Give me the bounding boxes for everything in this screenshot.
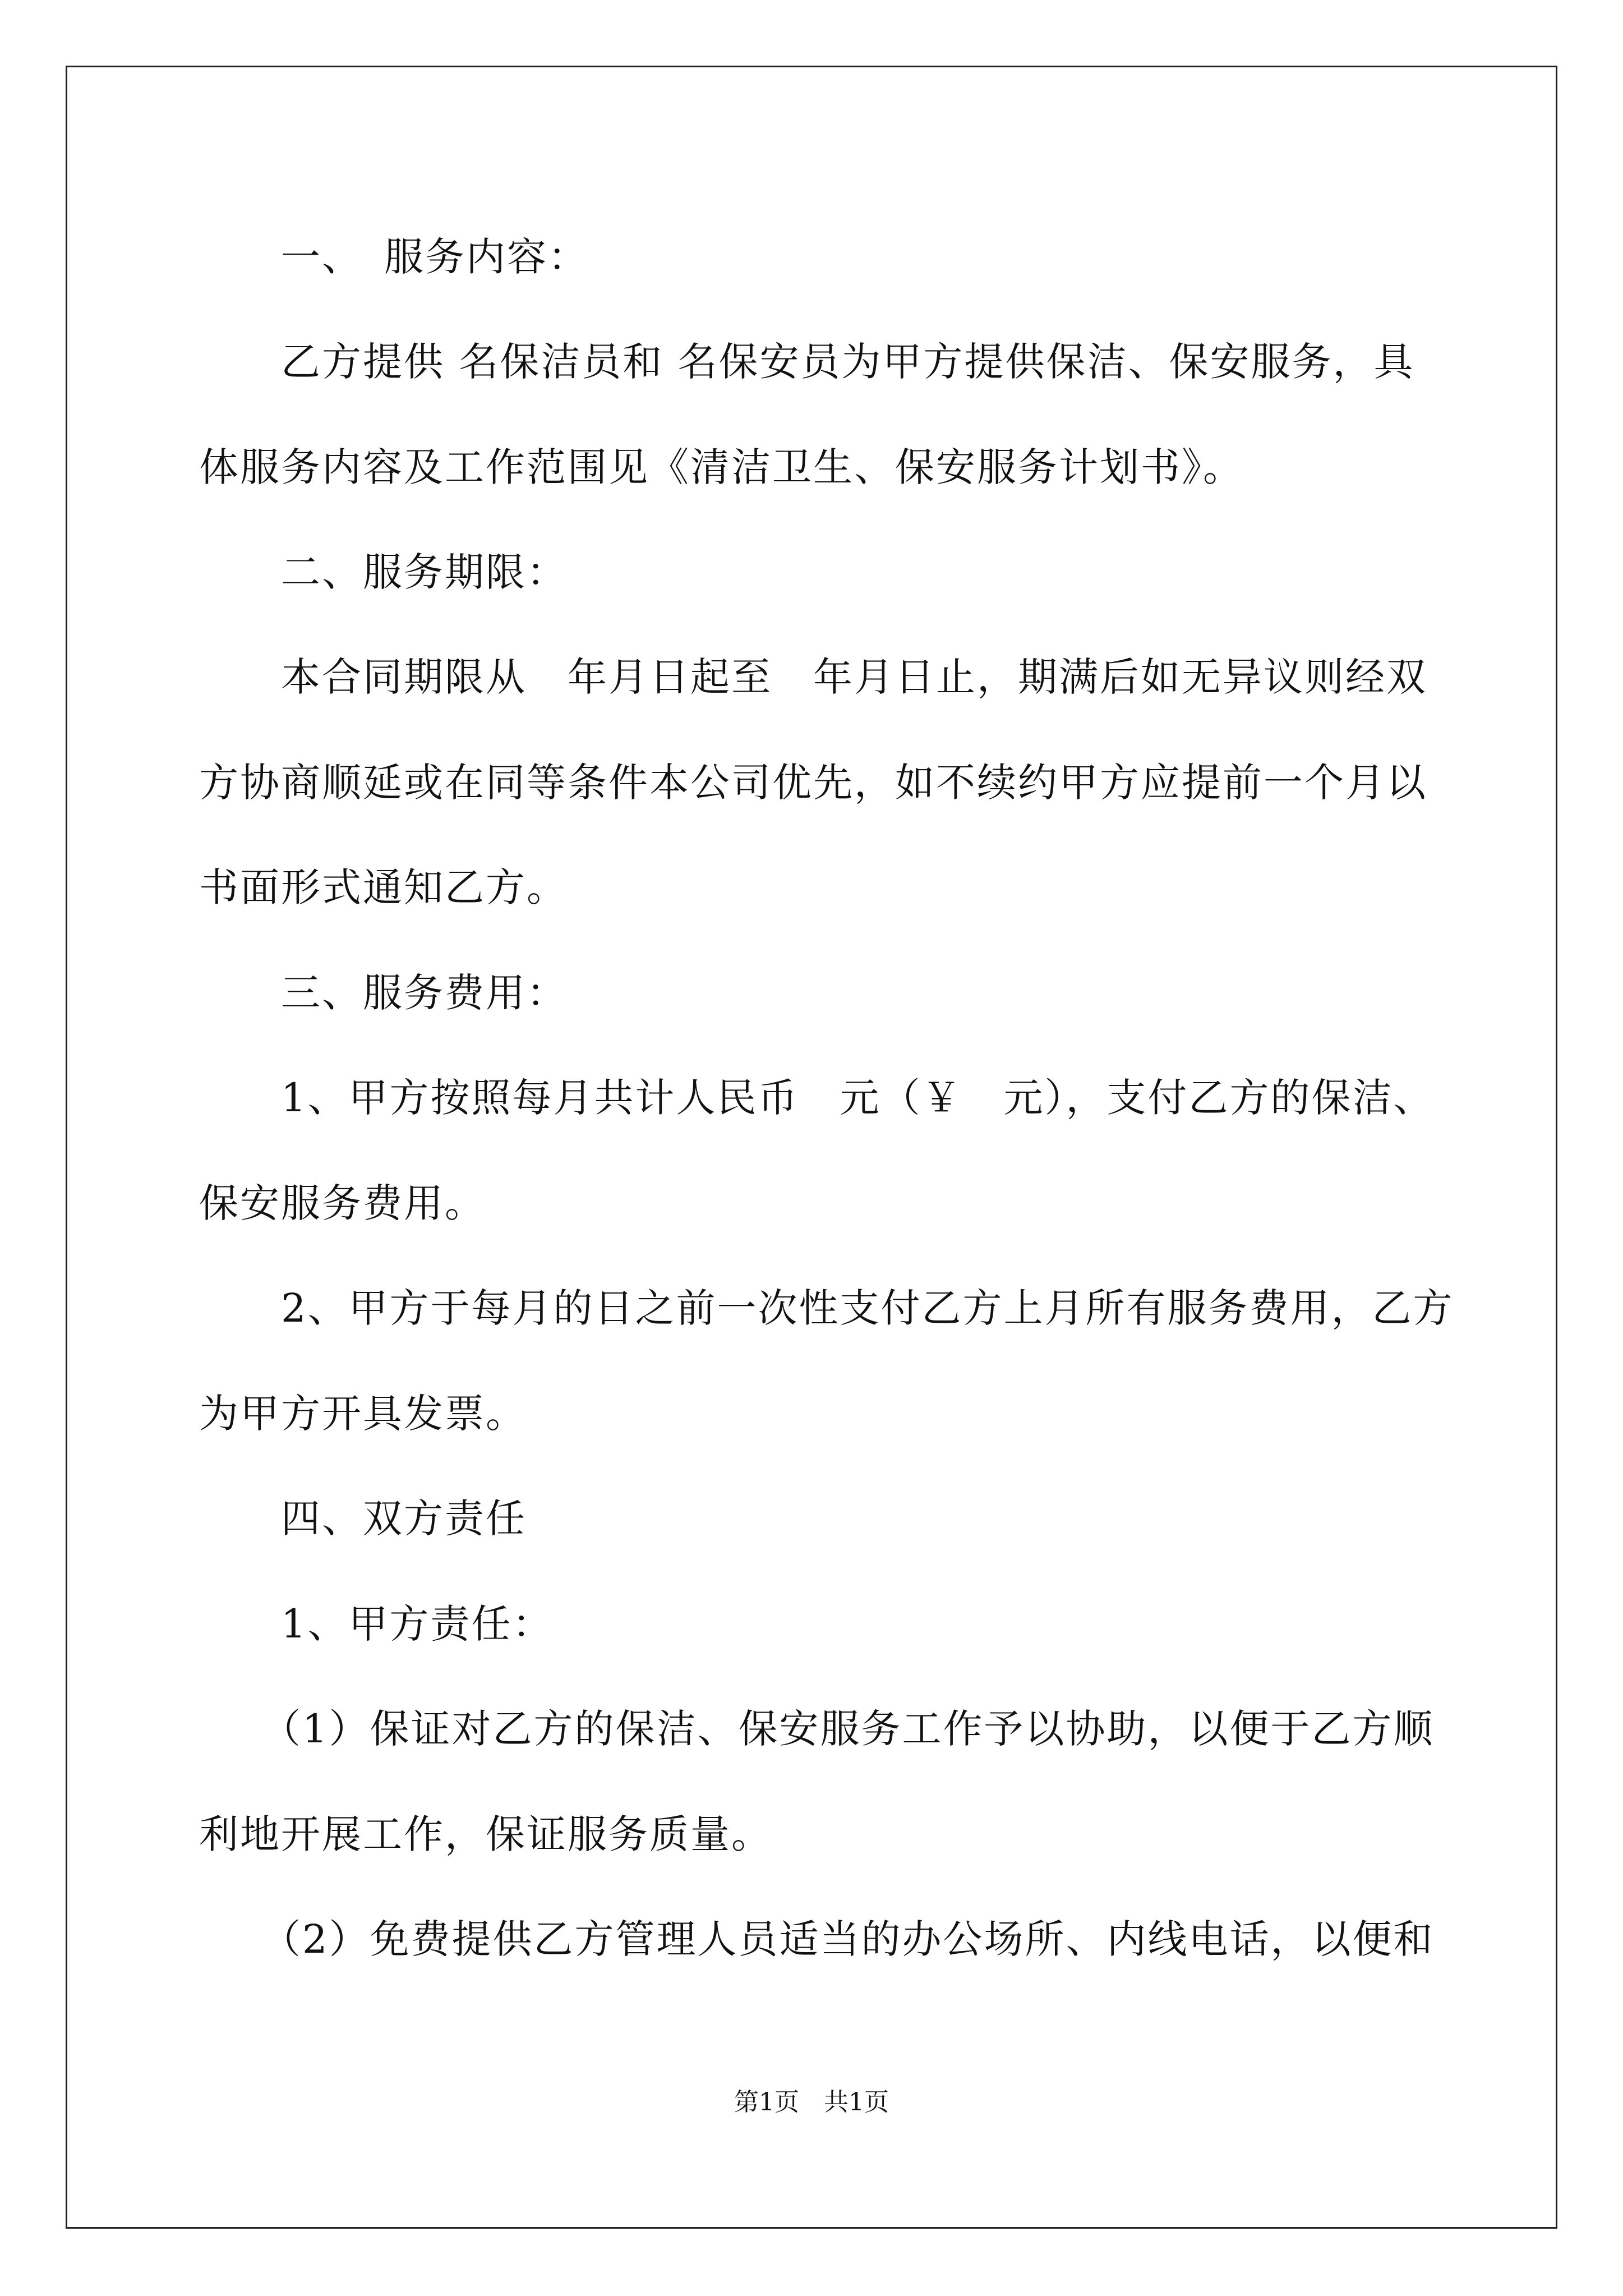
section-heading-service-period: 二、服务期限： — [199, 549, 568, 595]
section-heading-responsibilities: 四、双方责任 — [199, 1496, 527, 1542]
page-number-footer: 第1页 共1页 — [734, 2088, 889, 2116]
section-heading-service-content: 一、 服务内容： — [199, 234, 589, 280]
paragraph-line: 乙方提供 名保洁员和 名保安员为甲方提供保洁、保安服务，具 — [199, 339, 1415, 385]
paragraph-line: 为甲方开具发票。 — [199, 1391, 527, 1437]
page-border — [66, 66, 1557, 2229]
paragraph-line: 体服务内容及工作范围见《清洁卫生、保安服务计划书》。 — [199, 444, 1244, 490]
section-heading-service-fee: 三、服务费用： — [199, 970, 568, 1016]
paragraph-line: 方协商顺延或在同等条件本公司优先，如不续约甲方应提前一个月以 — [199, 760, 1427, 806]
paragraph-line: 2、甲方于每月的日之前一次性支付乙方上月所有服务费用，乙方 — [199, 1285, 1454, 1331]
paragraph-line: 本合同期限从 年月日起至 年月日止，期满后如无异议则经双 — [199, 654, 1427, 700]
paragraph-line: 书面形式通知乙方。 — [199, 864, 568, 910]
subsection-heading-party-a: 1、甲方责任： — [199, 1601, 554, 1647]
paragraph-line: （1）保证对乙方的保洁、保安服务工作予以协助，以便于乙方顺 — [199, 1706, 1435, 1752]
paragraph-line: （2）免费提供乙方管理人员适当的办公场所、内线电话，以便和 — [199, 1916, 1435, 1962]
paragraph-line: 保安服务费用。 — [199, 1180, 486, 1226]
paragraph-line: 1、甲方按照每月共计人民币 元（￥ 元），支付乙方的保洁、 — [199, 1075, 1435, 1121]
paragraph-line: 利地开展工作，保证服务质量。 — [199, 1811, 772, 1857]
